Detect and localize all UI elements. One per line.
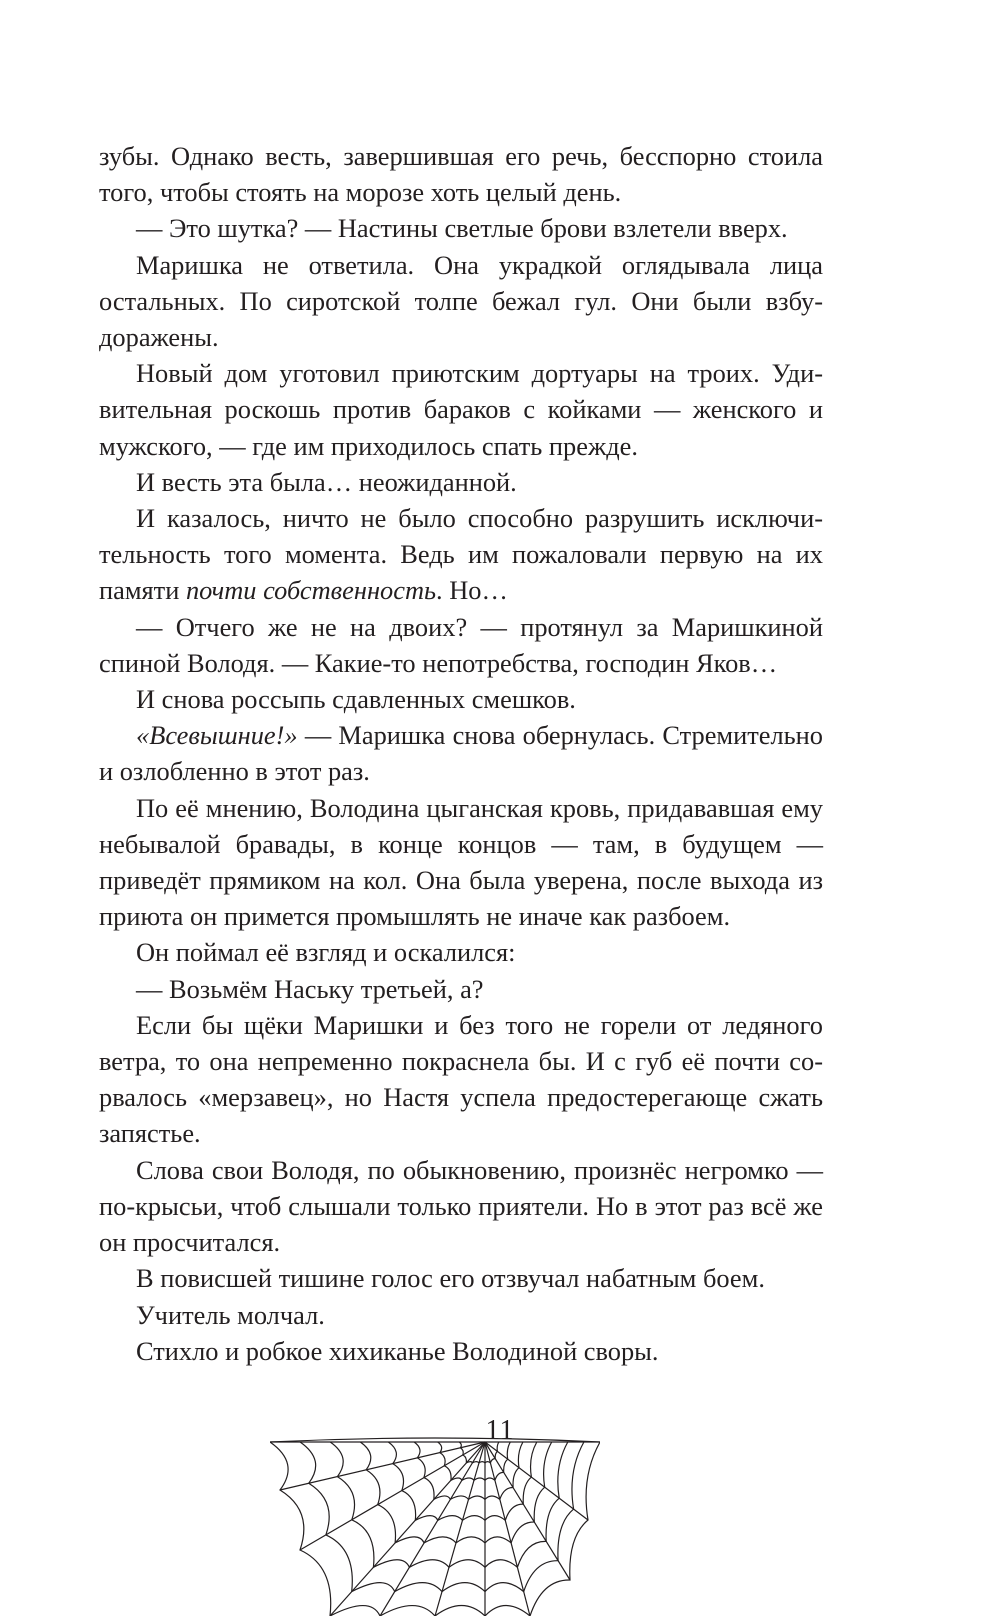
paragraph: [99, 1152, 823, 1261]
text-run: зубы. Однако весть, завершившая его речь, бесспорно стоила того, чтобы стоять на морозе хоть целый день.: [99, 141, 823, 208]
paragraph: [99, 464, 823, 500]
text-run: Стихло и робкое хихиканье Володиной своры.: [136, 1335, 659, 1366]
paragraph: [99, 1007, 823, 1152]
text-run: Маришка не ответила. Она украдкой оглядывала лица остальных. По сиротской толпе бежал гул. Они были взбудоражены.: [99, 249, 823, 353]
text-run: Если бы щёки Маришки и без того не горели от ледяного ветра, то она непременно покраснела бы. И с губ её почти сорвалось «мерзавец», но Настя успела предостерегающе сжать запястье.: [99, 1009, 823, 1149]
paragraph: [99, 681, 823, 717]
paragraph: [99, 971, 823, 1007]
text-run: Учитель молчал.: [136, 1299, 325, 1330]
paragraph: [99, 934, 823, 970]
text-run: И снова россыпь сдавленных смешков.: [136, 684, 576, 715]
text-run: — Отчего же не на двоих? — протянул за Маришкиной спиной Володя. — Какие-то непотребства, господин Яков…: [99, 611, 823, 678]
text-run: — Это шутка? — Настины светлые брови взлетели вверх.: [136, 213, 788, 244]
paragraph: [99, 138, 823, 210]
italic-text: почти собственность: [185, 575, 437, 606]
paragraph: [99, 210, 823, 246]
body-text: [99, 138, 823, 1369]
text-run: Новый дом уготовил приютским дортуары на троих. Удивительная роскошь против бараков с койками — женского и мужского, — где им приходилось спать прежде.: [99, 358, 823, 461]
text-run: В повисшей тишине голос его отзвучал набатным боем.: [136, 1263, 765, 1294]
paragraph: [99, 1260, 823, 1296]
paragraph: [99, 500, 823, 609]
paragraph: [99, 717, 823, 789]
text-run: И казалось, ничто не было способно разрушить исключительность того момента. Ведь им пожаловали первую на их памяти: [99, 503, 823, 606]
text-run: Слова свои Володя, по обыкновению, произнёс негромко — по-крысьи, чтоб слышали только приятели. Но в этот раз всё же он просчитался.: [99, 1154, 823, 1258]
paragraph: [99, 247, 823, 356]
italic-text: «Всевышние!»: [136, 720, 298, 751]
text-run: — Маришка снова обернулась. Стремительно и озлобленно в этот раз.: [99, 720, 823, 787]
text-run: По её мнению, Володина цыганская кровь, придававшая ему небывалой бравады, в конце концов — там, в будущем — приведёт прямиком на кол. Она была уверена, после выхода из приюта он примется промышлять не иначе как разбоем.: [99, 792, 823, 932]
paragraph: [99, 790, 823, 935]
paragraph: [99, 609, 823, 681]
page-number: 11: [485, 1415, 515, 1446]
spider-web-icon: [270, 1430, 600, 1616]
text-run: И весть эта была… неожиданной.: [136, 466, 517, 497]
paragraph: [99, 1333, 823, 1369]
text-run: — Возьмём Наську третьей, а?: [136, 973, 484, 1004]
text-run: Он поймал её взгляд и оскалился:: [136, 937, 516, 968]
paragraph: [99, 355, 823, 464]
paragraph: [99, 1297, 823, 1333]
text-run: . Но…: [436, 575, 508, 606]
